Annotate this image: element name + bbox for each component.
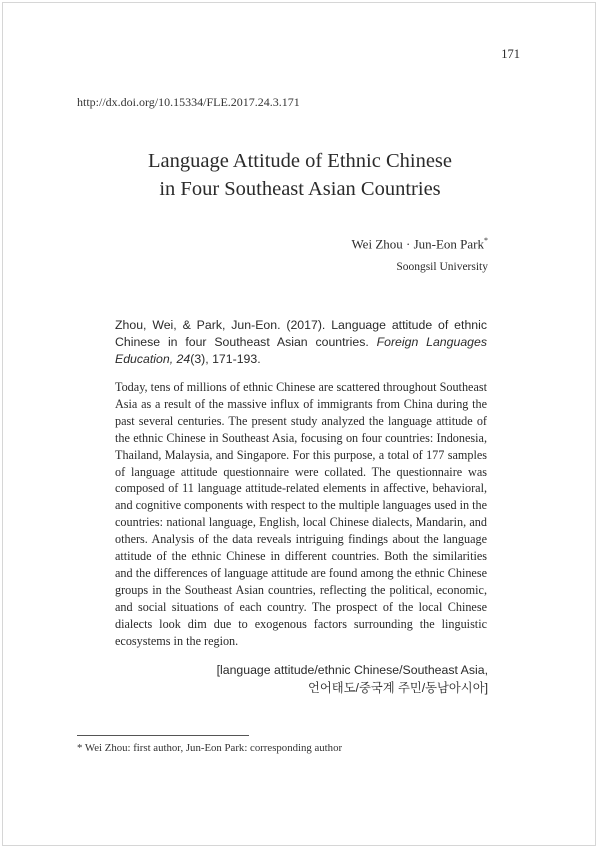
keywords xyxy=(217,661,488,697)
footnote-divider xyxy=(77,735,249,736)
page-number: 171 xyxy=(501,47,520,61)
citation-text: Zhou, Wei, & Park, Jun-Eon. (2017). Language attitude of ethnic Chinese in four Southeast Asian countries. xyxy=(115,318,487,349)
abstract: Today, tens of millions of ethnic Chinese are scattered throughout Southeast Asia as a result of the massive influx of immigrants from China during the past several centuries. The present study analyzed the language attitude of the ethnic Chinese in Southeast Asia, focusing on four countries: Indonesia, Thailand, Malaysia, and Singapore. For this purpose, a total of 177 samples of language attitude questionnaire were collated. The questionnaire was composed of 11 language attitude-related elements in affective, behavioral, and cognitive components with respect to the multiple languages used in the countries: national language, English, local Chinese dialects, Mandarin, and others. Analysis of the data reveals intriguing findings about the language attitude of the ethnic Chinese in different countries. Both the similarities and the differences of language attitude are found among the ethnic Chinese groups in the Southeast Asian countries, reflecting the political, economic, and social situations of each country. The prospect of the local Chinese dialects look dim due to exogenous factors surrounding the linguistic ecosystems in the region. xyxy=(115,380,487,648)
doi-link[interactable]: http://dx.doi.org/10.15334/FLE.2017.24.3.171 xyxy=(77,95,300,109)
paper-title xyxy=(0,147,600,203)
title-line-2: in Four Southeast Asian Countries xyxy=(159,178,441,200)
author-names: Wei Zhou · Jun-Eon Park xyxy=(351,236,484,252)
citation-pages: (3), 171-193. xyxy=(190,352,261,366)
journal-name: Foreign Languages Education, 24 xyxy=(115,335,487,366)
keywords-english: [language attitude/ethnic Chinese/Southeast Asia, xyxy=(216,663,488,677)
title-line-1: Language Attitude of Ethnic Chinese xyxy=(147,150,452,172)
citation xyxy=(115,317,487,368)
keywords-korean: 언어태도/중국계 주민/동남아시아] xyxy=(308,681,488,695)
footnote: * Wei Zhou: first author, Jun-Eon Park: corresponding author xyxy=(77,742,343,754)
affiliation: Soongsil University xyxy=(396,261,488,273)
corresponding-author-marker: * xyxy=(484,236,488,245)
author-list xyxy=(351,236,488,252)
